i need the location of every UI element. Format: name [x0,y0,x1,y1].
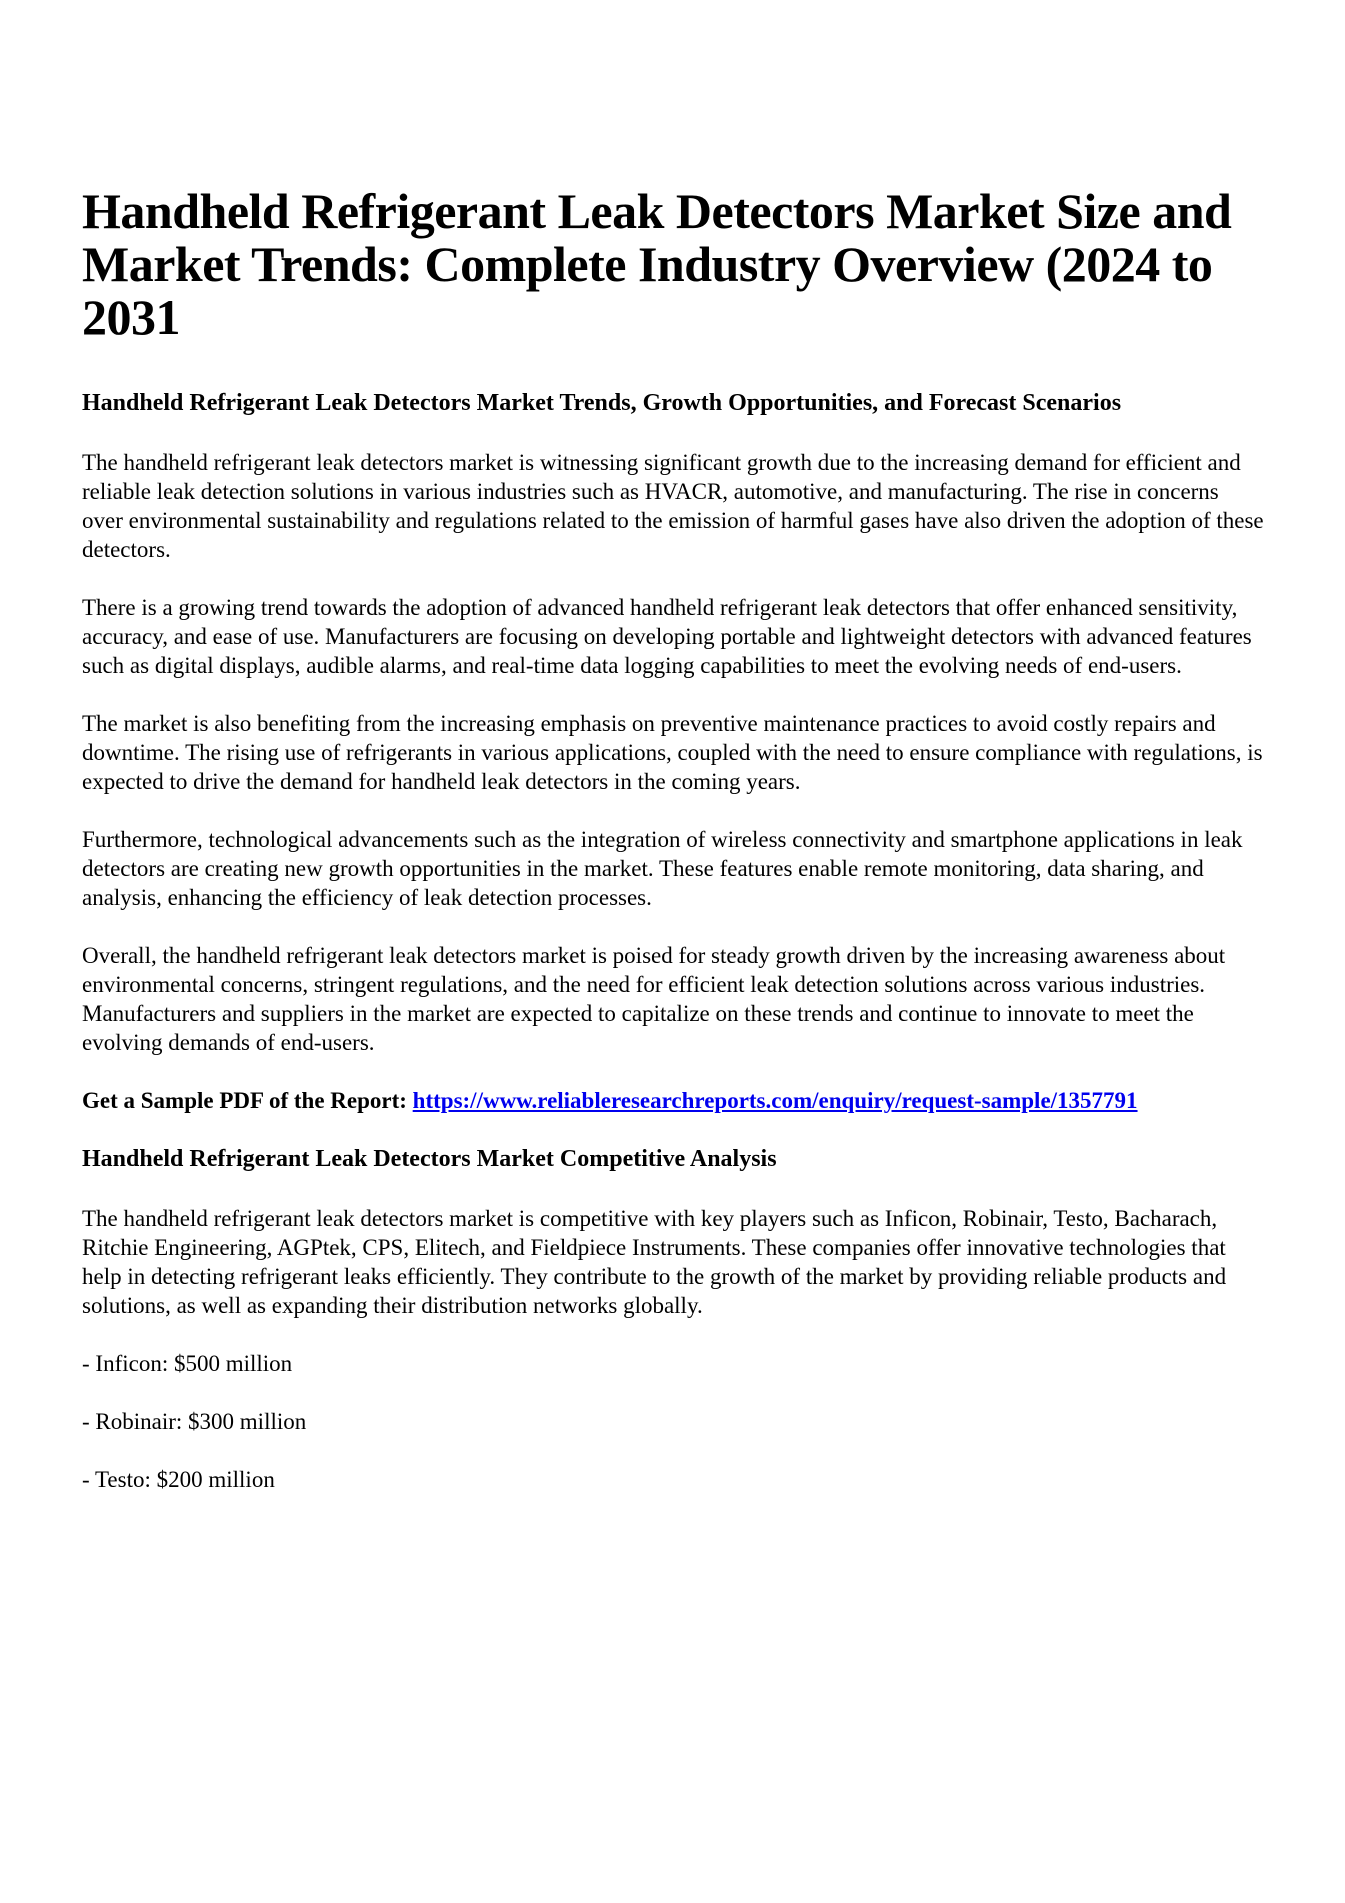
section-heading-trends: Handheld Refrigerant Leak Detectors Market Trends, Growth Opportunities, and Forecast Scenarios [82,390,1122,416]
intro-paragraph-5: Overall, the handheld refrigerant leak detectors market is poised for steady growth driven by the increasing awareness about environmental concerns, stringent regulations, and the need for efficient leak detection solutions across various industries. Manufacturers and suppliers in the market are expected to capitalize on these trends and continue to innovate to meet the evolving demands of end-users. [82,943,1226,1056]
intro-paragraph-2: There is a growing trend towards the adoption of advanced handheld refrigerant leak detectors that offer enhanced sensitivity, accuracy, and ease of use. Manufacturers are focusing on developing portable and lightweight detectors with advanced features such as digital displays, audible alarms, and real-time data logging capabilities to meet the evolving needs of end-users. [82,595,1252,679]
sample-report-label: Get a Sample PDF of the Report: [82,1088,413,1114]
section-heading-competitive: Handheld Refrigerant Leak Detectors Market Competitive Analysis [82,1146,777,1173]
intro-paragraph-4: Furthermore, technological advancements such as the integration of wireless connectivity and smartphone applications in leak detectors are creating new growth opportunities in the market. These features enable remote monitoring, data sharing, and analysis, enhancing the efficiency of leak detection processes. [82,827,1243,911]
revenue-item-inficon: - Inficon: $500 million [82,1351,293,1377]
sample-cta [82,1086,1182,1115]
revenue-item-testo: - Testo: $200 million [82,1467,275,1493]
sample-report-link[interactable]: https://www.reliableresearchreports.com/enquiry/request-sample/1357791 [412,1088,1138,1114]
page-title: Handheld Refrigerant Leak Detectors Market Size and Market Trends: Complete Industry Overview (2024 to 2031 [82,183,1232,345]
intro-paragraph-3: The market is also benefiting from the increasing emphasis on preventive maintenance practices to avoid costly repairs and downtime. The rising use of refrigerants in various applications, coupled with the need to ensure compliance with regulations, is expected to drive the demand for handheld leak detectors in the coming years. [82,711,1263,795]
competitive-paragraph: The handheld refrigerant leak detectors market is competitive with key players such as Inficon, Robinair, Testo, Bacharach, Ritchie Engineering, AGPtek, CPS, Elitech, and Fieldpiece Instruments. These companies offer innovative technologies that help in detecting refrigerant leaks efficiently. They contribute to the growth of the market by providing reliable products and solutions, as well as expanding their distribution networks globally. [82,1206,1227,1319]
revenue-item-robinair: - Robinair: $300 million [82,1409,307,1435]
intro-paragraph-1: The handheld refrigerant leak detectors market is witnessing significant growth due to the increasing demand for efficient and reliable leak detection solutions in various industries such as HVACR, automotive, and manufacturing. The rise in concerns over environmental sustainability and regulations related to the emission of harmful gases have also driven the adoption of these detectors. [82,450,1264,563]
